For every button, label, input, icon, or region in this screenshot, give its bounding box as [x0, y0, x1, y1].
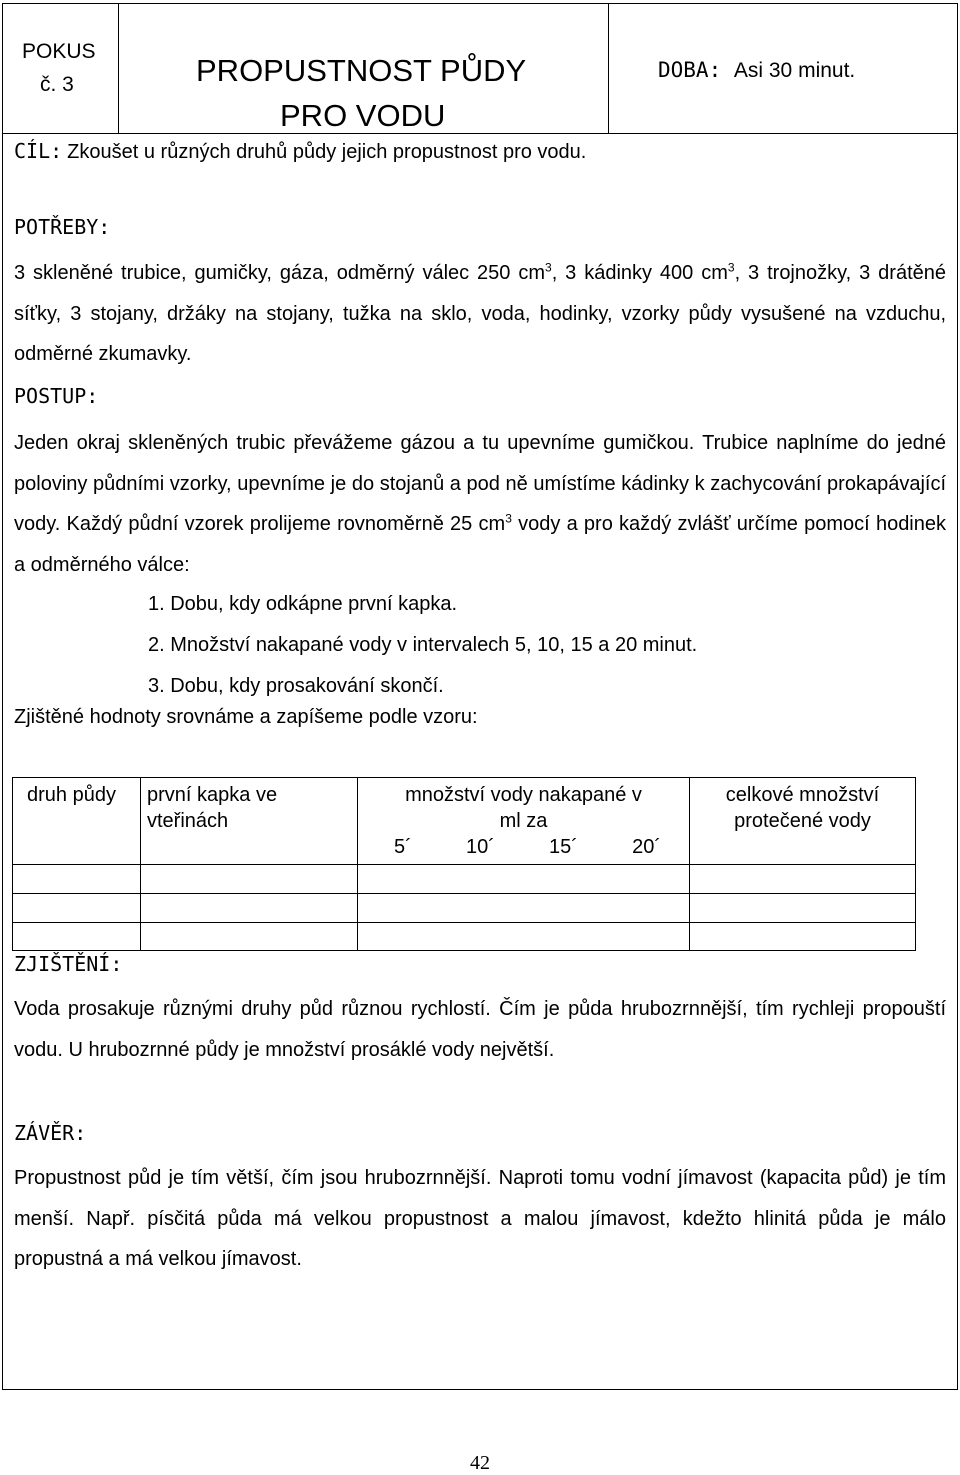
minute-label: 10´	[465, 836, 495, 858]
section-heading-postup: POSTUP:	[14, 384, 99, 408]
procedure-step: 1. Dobu, kdy odkápne první kapka.	[148, 593, 458, 615]
table-row	[13, 894, 916, 923]
experiment-label: POKUS	[22, 40, 96, 63]
col-first-drop: první kapka ve vteřinách	[147, 784, 278, 832]
procedure-step: 2. Množství nakapané vody v intervalech 5, 10, 15 a 20 minut.	[148, 634, 698, 656]
table-header-cell	[358, 778, 690, 865]
col-amount: množství vody nakapané v ml za 5´ 10´ 15´ 20´	[358, 778, 689, 864]
minutes-row	[364, 834, 683, 860]
procedure-text: Jeden okraj skleněných trubic převážeme gázou a tu upevníme gumičkou. Trubice naplníme do jedné poloviny půdními vzorky, upevníme je do stojanů a pod ně umístíme kádinky k zachycování prokapávající vody. Každý půdní vzorek prolijeme rovnoměrně 25 $cm^3$ vody a pro každý zvlášť určíme pomocí hodinek a odměrného válce:	[14, 432, 947, 576]
duration-value: Asi 30 minut.	[733, 59, 856, 82]
page-title-line2: PRO VODU	[280, 98, 446, 133]
goal	[14, 139, 586, 164]
goal-text: Zkoušet u různých druhů půdy jejich propustnost pro vodu.	[67, 141, 587, 163]
duration-label: DOBA:	[658, 58, 722, 82]
duration	[658, 58, 855, 83]
page-title-line1: PROPUSTNOST PŮDY	[196, 53, 527, 88]
goal-label: CÍL:	[14, 139, 63, 163]
findings-text: Voda prosakuje různými druhy půd různou rychlostí. Čím je půda hrubozrnnější, tím rychleji propouští vodu. U hrubozrnné půdy je množství prosáklé vody největší.	[14, 998, 946, 1061]
table-row	[13, 865, 916, 894]
table-header-cell	[690, 778, 916, 865]
experiment-number: č. 3	[40, 73, 74, 96]
procedure-steps	[148, 584, 697, 707]
section-heading-zaver: ZÁVĚR:	[14, 1121, 87, 1145]
table-header-cell	[141, 778, 358, 865]
table-header-row	[13, 778, 916, 865]
header-cell-pokus	[2, 3, 119, 134]
minute-label: 15´	[549, 836, 578, 858]
procedure-after: Zjištěné hodnoty srovnáme a zapíšeme podle vzoru:	[14, 706, 478, 728]
minute-label: 5´	[394, 836, 412, 858]
minute-label: 20´	[632, 836, 661, 858]
col-total: celkové množství protečené vody	[725, 784, 880, 832]
procedure-step: 3. Dobu, kdy prosakování skončí.	[148, 675, 444, 697]
table-row	[13, 923, 916, 951]
page-number: 42	[470, 1452, 490, 1474]
section-heading-zjisteni: ZJIŠTĚNÍ:	[14, 952, 123, 976]
section-heading-potreby: POTŘEBY:	[14, 215, 111, 239]
results-table	[12, 777, 916, 951]
conclusion-text: Propustnost půd je tím větší, čím jsou hrubozrnnější. Naproti tomu vodní jímavost (kapacita půd) je tím menší. Např. písčitá půda má velkou propustnost a malou jímavost, kdežto hlinitá půda je málo propustná a má velkou jímavost.	[14, 1167, 946, 1270]
materials-text: 3 skleněné trubice, gumičky, gáza, odměrný válec 250 $cm^3$, 3 kádinky 400 $cm^3$, 3 trojnožky, 3 drátěné síťky, 3 stojany, držáky na stojany, tužka na sklo, voda, hodinky, vzorky půdy vysušené na vzduchu, odměrné zkumavky.	[14, 260, 946, 365]
col-soil-type: druh půdy	[27, 784, 116, 806]
table-header-cell	[13, 778, 141, 865]
